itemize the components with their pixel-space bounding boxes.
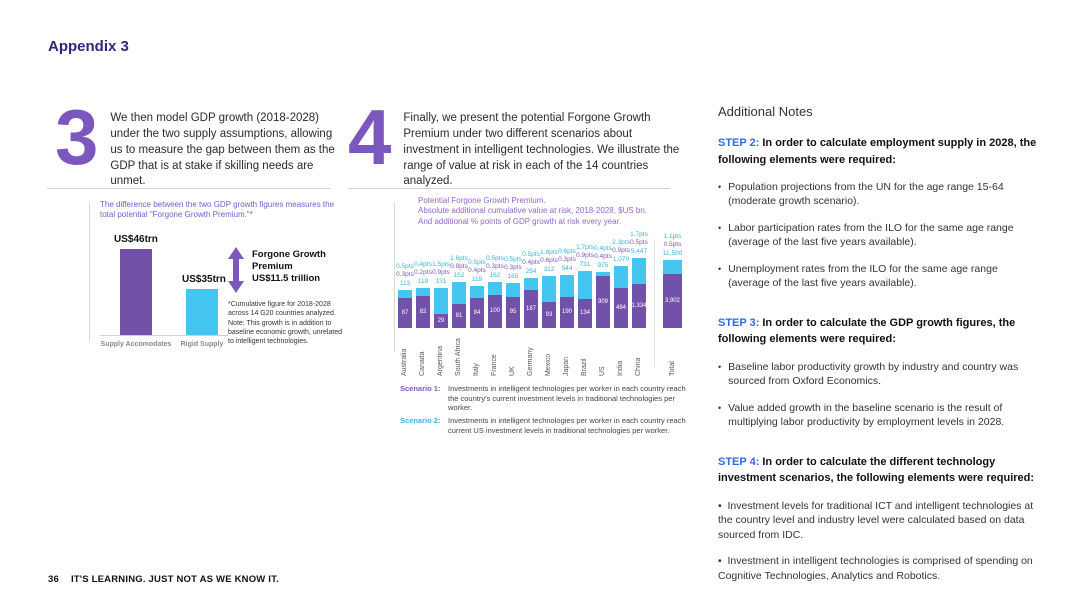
bar-mexico — [542, 249, 556, 376]
step-label: STEP 2: — [718, 137, 760, 149]
bar-japan — [560, 248, 574, 376]
axis-label-rigid-supply: Rigid Supply — [180, 340, 224, 348]
bar-labels — [612, 239, 630, 264]
mini-chart-caption: The difference between the two GDP growth figures measures the total potential "Forgone Growth Premium."* — [100, 200, 335, 220]
section-number-4: 4 — [348, 93, 390, 181]
country-label: Italy — [473, 363, 481, 376]
scenario1-value-label: 84 — [473, 309, 481, 316]
scenario2-segment — [470, 286, 484, 298]
scenario1-segment — [470, 298, 484, 328]
scenario2-segment — [488, 282, 502, 295]
bullet-item — [718, 401, 1042, 430]
scenario2-pts-label: 0.6pts — [558, 248, 576, 256]
bar-labels — [450, 255, 468, 280]
scenario2-value-label: 131 — [435, 278, 447, 286]
country-label: India — [617, 360, 625, 376]
scenario1-pts-label: 0.4pts — [468, 267, 486, 275]
bar-us — [596, 245, 610, 376]
bar-south-africa — [452, 255, 466, 376]
scenario1-segment — [416, 296, 430, 328]
country-label: Argentina — [437, 345, 445, 376]
bullet-item: • Investment levels for traditional ICT and intelligent technologies at the country level and industry level were calculated based on data sourced from IDC. — [718, 499, 1034, 541]
scenario1-segment — [434, 314, 448, 328]
scenario2-value-label: 544 — [561, 265, 573, 273]
scenario2-pts-label: 0.5pts — [396, 263, 414, 271]
scenario1-segment — [524, 290, 538, 328]
notes-steps — [718, 135, 1042, 583]
scenario1-value-label: 82 — [419, 308, 427, 315]
bullet-item: • Investment in intelligent technologies is comprised of spending on Cognitive Technologies, Analytics and Robotics. — [718, 555, 1033, 582]
step-heading-text: In order to calculate the GDP growth figures, the following elements were required: — [718, 316, 1016, 346]
scenario1-value-label: 100 — [489, 308, 501, 315]
country-label: UK — [509, 366, 517, 376]
country-label: South Africa — [455, 338, 463, 376]
scenario1-pts-label: 0.9pts — [576, 252, 594, 260]
bar-labels — [414, 261, 432, 286]
forgone-growth-chart-panel — [100, 200, 390, 348]
notes-title: Additional Notes — [718, 104, 813, 119]
bullet-text: Labor participation rates from the ILO for the same age range (average of the last five years available). — [728, 221, 1014, 249]
country-label: US — [599, 366, 607, 376]
legend-text: Investments in intelligent technologies per worker in each country reach the country's current investment levels in traditional technologies per worker. — [448, 383, 686, 413]
country-label: Japan — [563, 356, 571, 376]
bar-australia — [398, 263, 412, 376]
scenario1-pts-label: 0.6pts — [540, 257, 558, 265]
scenario1-value-label: 484 — [615, 304, 627, 311]
scenario1-pts-label: 0.3pts — [486, 263, 504, 271]
scenario2-pts-label: 1.5pts — [432, 261, 450, 269]
bullet-icon: • — [718, 263, 722, 274]
bar-labels — [594, 245, 612, 270]
scenario2-value-label: 975 — [597, 262, 609, 270]
scenario2-pts-label: 0.5pts — [504, 256, 522, 264]
scenario2-value-label: 312 — [543, 266, 555, 274]
bar-germany — [524, 251, 538, 376]
bar-labels — [396, 263, 414, 288]
scenario2-value-label: 254 — [525, 268, 537, 276]
bullet-icon: • — [718, 222, 722, 233]
scenario1-segment — [506, 297, 520, 328]
country-label: Brazil — [581, 358, 589, 376]
bar-france — [488, 255, 502, 376]
divider-under-section-3 — [47, 188, 330, 189]
scenario2-pts-label: 0.4pts — [414, 261, 432, 269]
legend-label: Scenario 1: — [400, 383, 441, 393]
scenario2-segment — [663, 260, 682, 274]
annotation-text — [252, 247, 357, 286]
section-4 — [348, 93, 688, 190]
bar-labels — [504, 256, 522, 281]
bullet-icon: • — [718, 361, 722, 372]
legend-row — [400, 416, 698, 436]
page-footer — [48, 574, 279, 585]
scenario2-segment — [398, 290, 412, 298]
scenario1-segment — [398, 298, 412, 328]
scenario2-pts-label: 2.3pts — [612, 239, 630, 247]
scenario2-segment — [506, 283, 520, 297]
scenario2-segment — [416, 288, 430, 296]
country-label: Australia — [401, 348, 409, 376]
bullet-item — [718, 180, 1042, 209]
mini-bar-chart — [100, 227, 385, 348]
bar-italy — [470, 259, 484, 376]
scenario2-segment — [434, 288, 448, 314]
bullet-text: Baseline labor productivity growth by industry and country was sourced from Oxford Economics. — [728, 360, 1019, 388]
scenario1-value-label: 134 — [579, 310, 591, 317]
legend-text: Investments in intelligent technologies per worker in each country reach current US investment levels in traditional technologies per worker. — [448, 416, 686, 435]
bar-labels — [576, 244, 594, 269]
bar-value-supply-accomodates: US$46trn — [114, 233, 158, 245]
axis-label-supply-accomodates: Supply Accomodates — [100, 340, 172, 348]
country-label: Canada — [419, 351, 427, 376]
scenario2-value-label: 119 — [417, 278, 429, 286]
footer-title: IT'S LEARNING. JUST NOT AS WE KNOW IT. — [70, 574, 279, 585]
scenario2-value-label: 1,070 — [612, 256, 630, 264]
bar-labels — [468, 259, 486, 284]
stacked-chart-caption — [418, 196, 698, 227]
country-label: Mexico — [545, 353, 553, 376]
scenario1-segment — [663, 274, 682, 328]
scenario2-pts-label: 1.7pts — [630, 231, 648, 239]
scenario2-value-label: 119 — [471, 276, 483, 284]
step-heading — [718, 135, 1042, 168]
scenario2-value-label: 5,447 — [630, 248, 648, 256]
step-label: STEP 4: — [718, 455, 760, 468]
scenario2-value-label: 152 — [453, 272, 465, 280]
scenario1-pts-label: 0.3pts — [396, 271, 414, 279]
scenario2-pts-label: 1.6pts — [450, 255, 468, 263]
bar-labels — [558, 248, 576, 273]
scenario2-segment — [524, 278, 538, 290]
scenario1-segment — [596, 276, 610, 328]
bar-india — [614, 239, 628, 376]
scenario2-value-label: 162 — [489, 272, 501, 280]
notes-step — [718, 135, 1042, 291]
mid-panel-hairline — [394, 202, 395, 352]
scenario2-pts-label: 0.5pts — [486, 255, 504, 263]
step-heading-text: In order to calculate the different technology investment scenarios, the following elements were required: — [718, 455, 1035, 485]
scenario1-segment — [560, 297, 574, 328]
scenario1-pts-label: 0.9pts — [612, 247, 630, 255]
scenario1-pts-label: 0.5pts — [663, 241, 682, 249]
scenario1-pts-label: 0.3pts — [504, 264, 522, 272]
left-panel-hairline — [89, 202, 90, 342]
bullet-text: Population projections from the UN for the age range 15-64 (moderate growth scenario). — [728, 181, 1004, 208]
bar-labels — [432, 261, 450, 286]
scenario2-value-label: 731 — [579, 261, 591, 269]
caption-line-1: Potential Forgone Growth Premium. — [418, 196, 546, 205]
scenario2-segment — [632, 258, 646, 284]
scenario2-pts-label: 0.4pts — [594, 245, 612, 253]
scenario-legend — [400, 384, 698, 436]
step-label: STEP 3: — [718, 316, 760, 329]
bullet-item — [718, 360, 1042, 389]
scenario1-value-label: 87 — [401, 309, 409, 316]
annotation-line1: Forgone Growth Premium — [252, 248, 326, 273]
notes-step — [718, 315, 1042, 430]
bullet-text: Value added growth in the baseline scenario is the result of multiplying labor productivity by employment levels in 2028. — [728, 401, 1005, 429]
bullet-item — [718, 221, 1042, 250]
scenario1-segment — [632, 284, 646, 328]
scenario1-value-label: 3,902 — [664, 297, 681, 304]
bar-labels — [540, 249, 558, 274]
scenario2-pts-label: 1.1pts — [663, 233, 682, 241]
scenario2-segment — [452, 282, 466, 304]
section-number-3: 3 — [55, 93, 97, 181]
caption-line-3: And additional % points of GDP growth at risk every year. — [418, 216, 622, 226]
bar-total — [663, 233, 682, 376]
country-label: Total — [668, 361, 676, 376]
total-divider — [654, 239, 655, 367]
forgone-premium-annotation — [228, 247, 357, 293]
scenario1-pts-label: 0.8pts — [450, 263, 468, 271]
mini-chart-baseline — [100, 335, 228, 336]
bar-labels — [630, 231, 648, 256]
bar-labels — [663, 233, 682, 258]
scenario1-pts-label: 0.3pts — [558, 256, 576, 264]
legend-row — [400, 384, 698, 413]
scenario2-segment — [614, 266, 628, 288]
scenario1-segment — [578, 299, 592, 328]
scenario2-pts-label: 1.8pts — [540, 249, 558, 257]
scenario2-segment — [542, 276, 556, 302]
scenario2-pts-label: 1.7pts — [576, 244, 594, 252]
legend-label: Scenario 2: — [400, 416, 441, 426]
bar-supply-accomodates — [120, 249, 152, 335]
section-4-text: Finally, we present the potential Forgone Growth Premium under two different scenarios about investment in intelligent technologies. We illustrate the range of value at risk in each of the 14 countries analyzed. — [403, 112, 680, 188]
scenario1-value-label: 909 — [597, 298, 609, 305]
scenario2-value-label: 165 — [507, 273, 519, 281]
scenario1-segment — [452, 304, 466, 328]
bar-labels — [522, 251, 540, 276]
mini-chart-footnote: *Cumulative figure for 2018-2028 across 14 G20 countries analyzed. Note: This growth is in addition to baseline economic growth, unrelated to intelligent technologies. — [228, 300, 343, 346]
bar-rigid-supply — [186, 289, 218, 335]
section-3-text: We then model GDP growth (2018-2028) under the two supply assumptions, allowing us to measure the gap between them as the GDP that is at stake if skilling needs are unmet. — [110, 112, 335, 188]
bar-argentina — [434, 261, 448, 376]
country-label: China — [635, 357, 643, 376]
bar-uk — [506, 256, 520, 376]
divider-under-section-4 — [348, 188, 670, 189]
scenario1-value-label: 93 — [545, 311, 553, 318]
scenario1-value-label: 190 — [561, 309, 573, 316]
section-3 — [55, 93, 343, 190]
scenario1-segment — [542, 302, 556, 328]
double-arrow-icon — [228, 247, 244, 293]
scenario1-pts-label: 0.4pts — [594, 253, 612, 261]
page-number: 36 — [48, 574, 59, 585]
scenario1-value-label: 1,334 — [631, 302, 647, 309]
country-label: Germany — [527, 347, 535, 376]
annotation-line2: US$11.5 trillion — [252, 273, 321, 285]
step-heading — [718, 454, 1042, 487]
bullet-icon: • — [718, 182, 722, 192]
scenario1-value-label: 187 — [525, 305, 537, 312]
forgone-premium-by-country-panel — [398, 196, 698, 439]
scenario2-segment — [560, 275, 574, 297]
bar-china — [632, 231, 646, 376]
bullet-item — [718, 262, 1042, 291]
stacked-bar-chart — [398, 231, 698, 376]
scenario2-segment — [578, 271, 592, 299]
scenario2-pts-label: 0.5pts — [468, 259, 486, 267]
bar-labels — [486, 255, 504, 280]
page-title: Appendix 3 — [48, 38, 129, 55]
step-heading-text: In order to calculate employment supply in 2028, the following elements were required: — [718, 137, 1037, 166]
scenario2-value-label: 113 — [399, 280, 411, 288]
scenario1-pts-label: 0.9pts — [432, 269, 450, 277]
scenario1-value-label: 81 — [455, 312, 463, 319]
bar-canada — [416, 261, 430, 376]
scenario2-value-label: 11,500 — [662, 250, 683, 258]
scenario1-value-label: 95 — [509, 309, 517, 316]
scenario1-pts-label: 0.2pts — [414, 269, 432, 277]
scenario1-pts-label: 0.4pts — [522, 259, 540, 267]
bullet-icon: • — [718, 402, 722, 413]
bar-brazil — [578, 244, 592, 376]
scenario1-segment — [488, 295, 502, 328]
additional-notes-column — [718, 104, 1042, 607]
bar-value-rigid-supply: US$35trn — [182, 273, 226, 285]
scenario1-value-label: 29 — [437, 317, 445, 324]
scenario1-segment — [614, 288, 628, 328]
step-heading — [718, 315, 1042, 348]
scenario1-pts-label: 0.5pts — [630, 239, 648, 247]
country-label: France — [491, 354, 499, 376]
scenario2-pts-label: 0.5pts — [522, 251, 540, 259]
caption-line-2: Absolute additional cumulative value at risk, 2018-2028, $US bn. — [418, 206, 648, 216]
bullet-text: Unemployment rates from the ILO for the same age range (average of the last five years available). — [728, 262, 998, 290]
notes-step — [718, 454, 1042, 583]
